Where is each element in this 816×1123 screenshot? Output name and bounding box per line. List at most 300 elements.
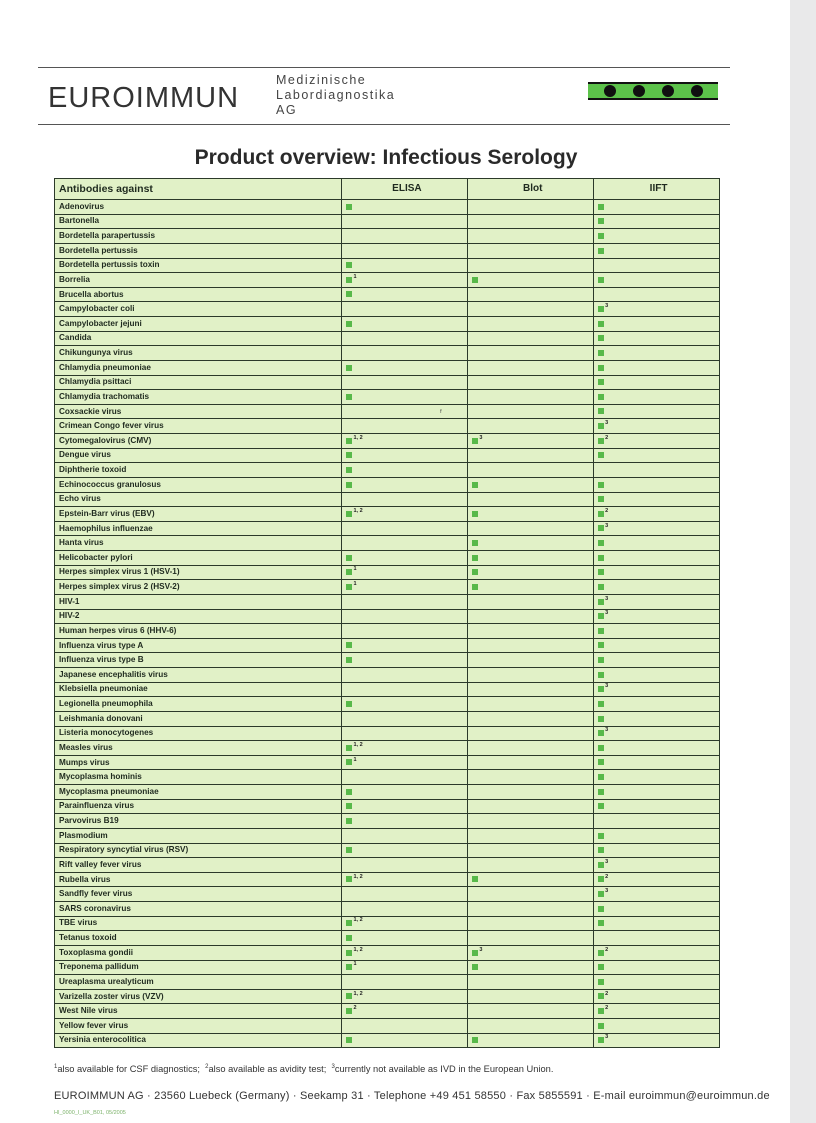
blot-cell xyxy=(468,463,594,478)
antibody-name: Chlamydia psittaci xyxy=(55,375,342,390)
availability-marker xyxy=(346,950,352,956)
availability-marker xyxy=(346,642,352,648)
availability-marker xyxy=(346,277,352,283)
antibody-name: Campylobacter coli xyxy=(55,302,342,317)
iift-cell xyxy=(594,521,720,536)
footnote-reference: 3 xyxy=(479,946,483,953)
antibody-name: Parvovirus B19 xyxy=(55,814,342,829)
elisa-cell xyxy=(342,302,468,317)
availability-marker xyxy=(346,759,352,765)
blot-cell xyxy=(468,872,594,887)
antibody-name: Chlamydia pneumoniae xyxy=(55,360,342,375)
elisa-cell xyxy=(342,551,468,566)
availability-marker xyxy=(598,979,604,985)
availability-marker xyxy=(472,584,478,590)
footnote-reference: 1 xyxy=(353,273,357,280)
availability-marker xyxy=(598,701,604,707)
antibody-name: SARS coronavirus xyxy=(55,902,342,917)
availability-marker xyxy=(346,482,352,488)
blot-cell xyxy=(468,580,594,595)
blot-cell xyxy=(468,931,594,946)
blot-cell xyxy=(468,755,594,770)
table-row xyxy=(55,858,720,873)
iift-cell xyxy=(594,916,720,931)
table-row xyxy=(55,419,720,434)
antibody-name: HIV-2 xyxy=(55,609,342,624)
table-row xyxy=(55,711,720,726)
footnote-reference: 3 xyxy=(605,522,609,529)
iift-cell xyxy=(594,989,720,1004)
availability-marker xyxy=(598,233,604,239)
iift-cell xyxy=(594,214,720,229)
footnote-reference: 2 xyxy=(605,434,609,441)
antibody-name: Yellow fever virus xyxy=(55,1019,342,1034)
footnote-reference: 3 xyxy=(605,683,609,690)
iift-cell xyxy=(594,1033,720,1048)
footnote-reference: 1, 2 xyxy=(353,873,363,880)
badge-dot xyxy=(662,85,674,97)
availability-marker xyxy=(346,291,352,297)
footnote-reference: 1, 2 xyxy=(353,741,363,748)
iift-cell xyxy=(594,668,720,683)
iift-cell xyxy=(594,536,720,551)
availability-marker xyxy=(346,569,352,575)
antibody-name: Campylobacter jejuni xyxy=(55,317,342,332)
table-row xyxy=(55,1004,720,1019)
availability-marker xyxy=(346,452,352,458)
iift-cell xyxy=(594,390,720,405)
antibody-name: Respiratory syncytial virus (RSV) xyxy=(55,843,342,858)
blot-cell xyxy=(468,404,594,419)
elisa-cell xyxy=(342,609,468,624)
availability-marker xyxy=(472,555,478,561)
elisa-cell xyxy=(342,375,468,390)
blot-cell xyxy=(468,331,594,346)
antibody-name: Chlamydia trachomatis xyxy=(55,390,342,405)
table-row xyxy=(55,755,720,770)
availability-marker xyxy=(346,1008,352,1014)
availability-marker xyxy=(346,438,352,444)
elisa-cell xyxy=(342,229,468,244)
footnote-reference: 2 xyxy=(605,1005,609,1012)
iift-cell xyxy=(594,682,720,697)
iift-cell xyxy=(594,755,720,770)
elisa-cell xyxy=(342,638,468,653)
blot-cell xyxy=(468,741,594,756)
table-row xyxy=(55,521,720,536)
badge-dot xyxy=(633,85,645,97)
availability-marker xyxy=(346,920,352,926)
blot-cell xyxy=(468,858,594,873)
availability-marker xyxy=(346,204,352,210)
table-row xyxy=(55,1033,720,1048)
badge-dot xyxy=(604,85,616,97)
availability-marker xyxy=(346,803,352,809)
tagline-line-3: AG xyxy=(276,103,298,117)
iift-cell xyxy=(594,492,720,507)
antibody-name: Coxsackie virus xyxy=(55,404,342,419)
iift-cell xyxy=(594,258,720,273)
blot-cell xyxy=(468,536,594,551)
availability-marker xyxy=(598,759,604,765)
table-row xyxy=(55,580,720,595)
company-tagline xyxy=(276,73,395,118)
availability-marker xyxy=(598,964,604,970)
blot-cell xyxy=(468,638,594,653)
blot-cell xyxy=(468,916,594,931)
elisa-cell xyxy=(342,916,468,931)
availability-marker xyxy=(472,277,478,283)
antibody-name: Tetanus toxoid xyxy=(55,931,342,946)
footnote-reference: 1, 2 xyxy=(353,946,363,953)
antibody-name: Dengue virus xyxy=(55,448,342,463)
footnote-reference: 3 xyxy=(605,1034,609,1041)
antibody-name: Sandfly fever virus xyxy=(55,887,342,902)
antibody-name: Yersinia enterocolitica xyxy=(55,1033,342,1048)
elisa-cell xyxy=(342,273,468,288)
footnote-reference: 3 xyxy=(479,434,483,441)
iift-cell xyxy=(594,477,720,492)
table-row xyxy=(55,200,720,215)
table-row xyxy=(55,287,720,302)
availability-marker xyxy=(598,599,604,605)
antibody-name: Influenza virus type B xyxy=(55,653,342,668)
availability-marker xyxy=(598,862,604,868)
elisa-cell xyxy=(342,887,468,902)
availability-marker xyxy=(598,993,604,999)
iift-cell xyxy=(594,858,720,873)
table-row xyxy=(55,902,720,917)
footnote-reference: 3 xyxy=(605,595,609,602)
column-header-blot: Blot xyxy=(468,179,594,200)
antibody-name: Toxoplasma gondii xyxy=(55,945,342,960)
availability-marker xyxy=(598,789,604,795)
availability-marker xyxy=(598,628,604,634)
antibody-name: Haemophilus influenzae xyxy=(55,521,342,536)
table-row xyxy=(55,360,720,375)
antibody-name: Bordetella pertussis toxin xyxy=(55,258,342,273)
blot-cell xyxy=(468,360,594,375)
elisa-cell xyxy=(342,243,468,258)
antibody-name: Borrelia xyxy=(55,273,342,288)
footnote-reference: 2 xyxy=(605,507,609,514)
antibody-name: Mycoplasma hominis xyxy=(55,770,342,785)
iift-cell xyxy=(594,273,720,288)
availability-marker xyxy=(598,496,604,502)
elisa-cell xyxy=(342,390,468,405)
antibody-name: Plasmodium xyxy=(55,828,342,843)
availability-marker xyxy=(472,540,478,546)
elisa-cell xyxy=(342,697,468,712)
blot-cell xyxy=(468,214,594,229)
table-row xyxy=(55,609,720,624)
table-row xyxy=(55,741,720,756)
availability-marker xyxy=(598,452,604,458)
footnote-reference: 1, 2 xyxy=(353,990,363,997)
table-body xyxy=(55,200,720,1048)
elisa-cell xyxy=(342,507,468,522)
availability-marker xyxy=(346,262,352,268)
antibody-name: Leishmania donovani xyxy=(55,711,342,726)
brand-badge xyxy=(588,82,718,100)
availability-marker xyxy=(598,408,604,414)
blot-cell xyxy=(468,989,594,1004)
iift-cell xyxy=(594,594,720,609)
iift-cell xyxy=(594,975,720,990)
scan-speck: ᶠ xyxy=(440,408,442,417)
elisa-cell xyxy=(342,902,468,917)
table-row xyxy=(55,317,720,332)
availability-marker xyxy=(598,774,604,780)
table-row xyxy=(55,945,720,960)
footnote-reference: 2 xyxy=(353,1005,357,1012)
blot-cell xyxy=(468,507,594,522)
availability-marker xyxy=(346,876,352,882)
antibody-name: Parainfluenza virus xyxy=(55,799,342,814)
elisa-cell xyxy=(342,360,468,375)
iift-cell xyxy=(594,551,720,566)
availability-marker xyxy=(598,803,604,809)
blot-cell xyxy=(468,492,594,507)
blot-cell xyxy=(468,477,594,492)
elisa-cell xyxy=(342,419,468,434)
elisa-cell xyxy=(342,477,468,492)
table-row xyxy=(55,551,720,566)
elisa-cell xyxy=(342,346,468,361)
footnote-reference: 3 xyxy=(605,888,609,895)
availability-marker xyxy=(598,891,604,897)
availability-marker xyxy=(598,1023,604,1029)
iift-cell xyxy=(594,375,720,390)
blot-cell xyxy=(468,668,594,683)
table-row xyxy=(55,243,720,258)
blot-cell xyxy=(468,785,594,800)
availability-marker xyxy=(598,335,604,341)
column-header-elisa: ELISA xyxy=(342,179,468,200)
iift-cell xyxy=(594,1004,720,1019)
table-row xyxy=(55,726,720,741)
blot-cell xyxy=(468,697,594,712)
availability-marker xyxy=(346,745,352,751)
elisa-cell xyxy=(342,580,468,595)
iift-cell xyxy=(594,200,720,215)
table-row xyxy=(55,492,720,507)
table-row xyxy=(55,214,720,229)
company-address: EUROIMMUN AG · 23560 Luebeck (Germany) · Seekamp 31 · Telephone +49 451 58550 · Fax 5855591 · E-mail euroimmun@euroimmun.de xyxy=(54,1090,770,1102)
blot-cell xyxy=(468,273,594,288)
availability-marker xyxy=(598,218,604,224)
elisa-cell xyxy=(342,770,468,785)
availability-marker xyxy=(346,701,352,707)
iift-cell xyxy=(594,287,720,302)
iift-cell xyxy=(594,419,720,434)
table-row xyxy=(55,507,720,522)
elisa-cell xyxy=(342,434,468,449)
elisa-cell xyxy=(342,682,468,697)
availability-marker xyxy=(346,847,352,853)
iift-cell xyxy=(594,507,720,522)
availability-marker xyxy=(598,1037,604,1043)
iift-cell xyxy=(594,872,720,887)
blot-cell xyxy=(468,434,594,449)
availability-marker xyxy=(598,657,604,663)
antibody-name: Mycoplasma pneumoniae xyxy=(55,785,342,800)
table-row xyxy=(55,346,720,361)
iift-cell xyxy=(594,960,720,975)
blot-cell xyxy=(468,1019,594,1034)
elisa-cell xyxy=(342,960,468,975)
antibody-name: Crimean Congo fever virus xyxy=(55,419,342,434)
antibody-name: Mumps virus xyxy=(55,755,342,770)
elisa-cell xyxy=(342,989,468,1004)
elisa-cell xyxy=(342,492,468,507)
blot-cell xyxy=(468,390,594,405)
availability-marker xyxy=(472,511,478,517)
elisa-cell xyxy=(342,1033,468,1048)
footnote-1-number: 1 xyxy=(54,1064,58,1070)
antibody-name: Chikungunya virus xyxy=(55,346,342,361)
iift-cell xyxy=(594,302,720,317)
elisa-cell xyxy=(342,843,468,858)
antibody-name: TBE virus xyxy=(55,916,342,931)
availability-marker xyxy=(346,365,352,371)
blot-cell xyxy=(468,287,594,302)
iift-cell xyxy=(594,785,720,800)
availability-marker xyxy=(598,379,604,385)
elisa-cell xyxy=(342,258,468,273)
header-top-rule xyxy=(38,67,730,68)
elisa-cell xyxy=(342,653,468,668)
availability-marker xyxy=(346,555,352,561)
footnote-reference: 1, 2 xyxy=(353,917,363,924)
antibody-name: Bartonella xyxy=(55,214,342,229)
antibody-name: Listeria monocytogenes xyxy=(55,726,342,741)
antibody-name: Legionella pneumophila xyxy=(55,697,342,712)
availability-marker xyxy=(346,394,352,400)
iift-cell xyxy=(594,317,720,332)
iift-cell xyxy=(594,945,720,960)
antibody-name: Echo virus xyxy=(55,492,342,507)
antibody-name: Ureaplasma urealyticum xyxy=(55,975,342,990)
antibody-name: Japanese encephalitis virus xyxy=(55,668,342,683)
iift-cell xyxy=(594,580,720,595)
page-edge xyxy=(790,0,816,1123)
antibody-name: Echinococcus granulosus xyxy=(55,477,342,492)
blot-cell xyxy=(468,229,594,244)
iift-cell xyxy=(594,624,720,639)
tagline-line-1: Medizinische xyxy=(276,73,367,87)
table-row xyxy=(55,989,720,1004)
table-row xyxy=(55,770,720,785)
elisa-cell xyxy=(342,931,468,946)
column-header-antibodies: Antibodies against xyxy=(55,179,342,200)
table-row xyxy=(55,638,720,653)
iift-cell xyxy=(594,434,720,449)
antibody-name: HIV-1 xyxy=(55,594,342,609)
blot-cell xyxy=(468,828,594,843)
availability-marker xyxy=(598,1008,604,1014)
availability-marker xyxy=(346,657,352,663)
elisa-cell xyxy=(342,624,468,639)
footnote-2-text: also available as avidity test; xyxy=(208,1064,327,1075)
footnote-reference: 1, 2 xyxy=(353,507,363,514)
footnote-reference: 3 xyxy=(605,858,609,865)
elisa-cell xyxy=(342,404,468,419)
blot-cell xyxy=(468,711,594,726)
elisa-cell xyxy=(342,755,468,770)
blot-cell xyxy=(468,200,594,215)
iift-cell xyxy=(594,697,720,712)
availability-marker xyxy=(472,876,478,882)
blot-cell xyxy=(468,887,594,902)
blot-cell xyxy=(468,960,594,975)
elisa-cell xyxy=(342,872,468,887)
availability-marker xyxy=(598,876,604,882)
blot-cell xyxy=(468,770,594,785)
table-row xyxy=(55,872,720,887)
table-row xyxy=(55,331,720,346)
blot-cell xyxy=(468,448,594,463)
elisa-cell xyxy=(342,945,468,960)
footnote-reference: 3 xyxy=(605,420,609,427)
table-row xyxy=(55,960,720,975)
availability-marker xyxy=(472,438,478,444)
table-row xyxy=(55,697,720,712)
iift-cell xyxy=(594,638,720,653)
antibody-name: Human herpes virus 6 (HHV-6) xyxy=(55,624,342,639)
antibody-name: Bordetella pertussis xyxy=(55,243,342,258)
footnote-reference: 3 xyxy=(605,727,609,734)
antibody-name: Brucella abortus xyxy=(55,287,342,302)
iift-cell xyxy=(594,463,720,478)
availability-marker xyxy=(598,950,604,956)
elisa-cell xyxy=(342,448,468,463)
availability-marker xyxy=(598,204,604,210)
footnote-reference: 1 xyxy=(353,961,357,968)
antibody-name: Diphtherie toxoid xyxy=(55,463,342,478)
table-row xyxy=(55,653,720,668)
availability-marker xyxy=(598,394,604,400)
availability-marker xyxy=(598,584,604,590)
antibody-name: Influenza virus type A xyxy=(55,638,342,653)
antibody-name: Cytomegalovirus (CMV) xyxy=(55,434,342,449)
iift-cell xyxy=(594,902,720,917)
table-row xyxy=(55,682,720,697)
availability-marker xyxy=(598,321,604,327)
antibody-name: Klebsiella pneumoniae xyxy=(55,682,342,697)
availability-marker xyxy=(346,789,352,795)
availability-marker xyxy=(346,993,352,999)
iift-cell xyxy=(594,360,720,375)
availability-marker xyxy=(598,306,604,312)
table-row xyxy=(55,258,720,273)
elisa-cell xyxy=(342,1019,468,1034)
availability-marker xyxy=(598,613,604,619)
availability-marker xyxy=(472,1037,478,1043)
tagline-line-2: Labordiagnostika xyxy=(276,88,396,102)
antibody-name: Herpes simplex virus 1 (HSV-1) xyxy=(55,565,342,580)
table-row xyxy=(55,624,720,639)
table-row xyxy=(55,463,720,478)
antibody-name: Rift valley fever virus xyxy=(55,858,342,873)
blot-cell xyxy=(468,814,594,829)
iift-cell xyxy=(594,229,720,244)
blot-cell xyxy=(468,594,594,609)
footnote-reference: 2 xyxy=(605,946,609,953)
availability-marker xyxy=(598,833,604,839)
availability-marker xyxy=(598,423,604,429)
availability-marker xyxy=(598,511,604,517)
